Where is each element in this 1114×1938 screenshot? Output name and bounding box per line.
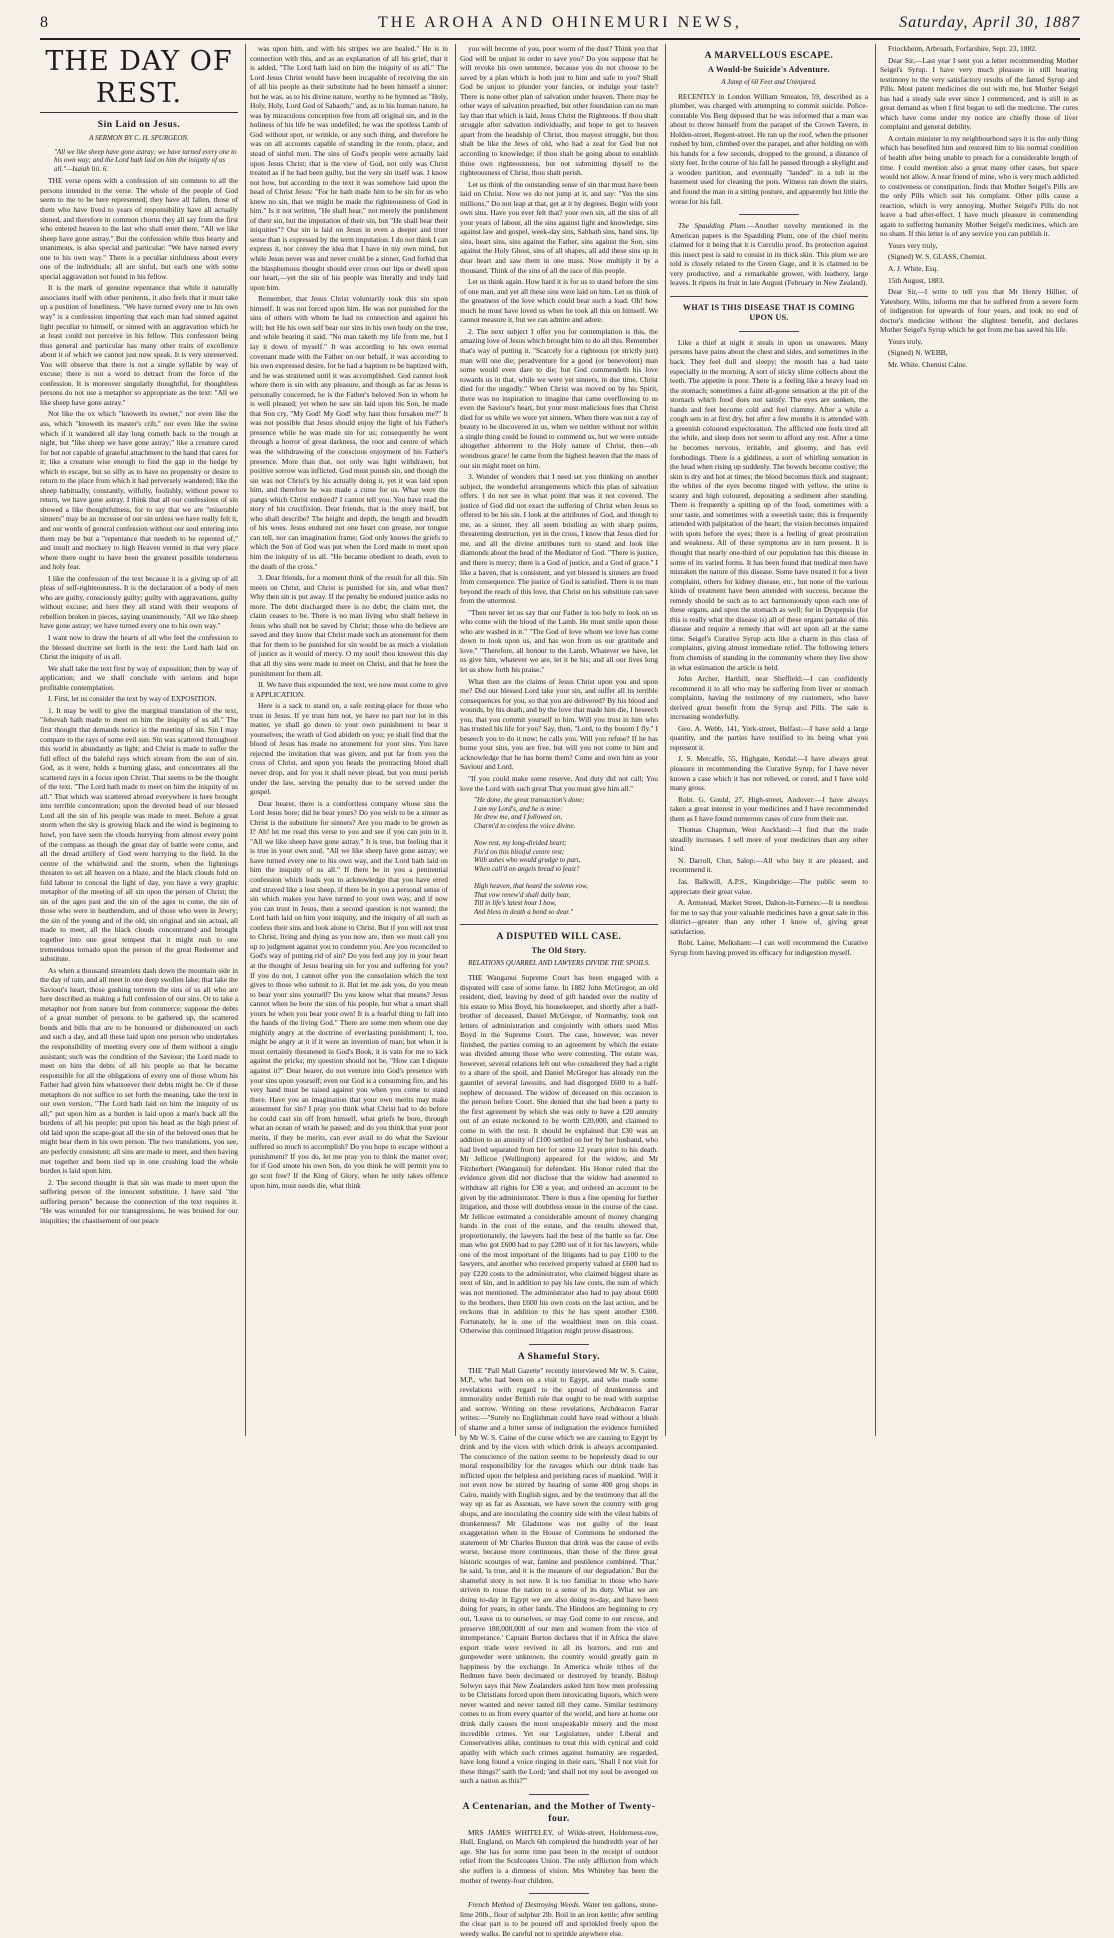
article-body <box>670 338 868 957</box>
article-subheading: A Jump of 60 Feet and Uninjured. <box>721 78 817 86</box>
paragraph: Robt. G. Gould, 27, High-street, Andover:—I have always taken a great interest in your medicines and I have recommended them as I have found numerous cases of cure from their use. <box>670 794 868 823</box>
paragraph: N. Darroll, Clun, Salop:—All who buy it are pleased, and recommend it. <box>670 855 868 875</box>
article-text: Another novelty mentioned in the American papers is the Spaulding Plum, one of the chief merits claimed for it being that it is Curculio proof. Its protection against this insect pest is said to consist in its thick skin. This plum we are told is closely related to the Green Gage, and it is claimed to be very productive, and a remarkable grower, with leathery, large leaves. It ripens its fruit in late August (February in New Zealand). <box>670 221 868 288</box>
paragraph: Thomas Chapman, West Auckland:—I find that the trade steadily increases. I sell more of your medicines than any other kind. <box>670 825 868 854</box>
article-title: A MARVELLOUS ESCAPE. <box>704 51 834 61</box>
paragraph: THE "Pall Mall Gazette" recently interviewed Mr W. S. Caine, M.P., who had been on a visit to Egypt, and who made some revelations with regard to the spread of drunkenness and immorality under British rule that ought to be read with surprise and sorrow. Writing on these revelations, Archdeacon Farrar writes:—"Surely no Englishman could have read without a blush of shame and a bitter sense of indignation the evidence furnished by Mr W. S. Caine of the curse which we are causing to Egypt by drink and by the vices with which drink is always accompanied. The conscience of the nation seems to be hopelessly dead to our moral responsibility for the ravages which our drink trade has inflicted upon the helpless and perishing races of mankind. 'Will it not even now be stirred by hearing of some 400 grog shops in Cairo, mainly with English signs, and by the testimony that all the way up as far as Assouan, we have sown the country with grog shops, and are inoculating the country side with the vilest habits of drunkenness? Mr Gladstone was not guilty of the least exaggeration when in the House of Commons he endorsed the statement of Mr Charles Buxton that drink was the cause of evils worse, because more continuous, than those of the three great historic scourges of war, famine and pestilence combined. 'That,' he said, 'is true, and it is the measure of our degradation.' But the shameful story is not new. It is too familiar to those who have striven to rouse the nation to a sense of its duty. What we are doing to-day in Egypt we are also doing to-day, and have been doing for years, in other lands. The Hindoos are beginning to cry out, 'Leave us to ourselves, or may God come to our rescue, and preserve 180,000,000 of our men and women from the vice of intemperance.' Captain Burton declares that if in Africa the slave export trade were revived in all its horrors, and run and gunpowder were unknown, the country would greatly gain in happiness by the exchange. In America whole tribes of the Redmen have been decimated or destroyed by brandy. Bishop Selwyn says that New Zealanders asked him how men professing to be Christians forced upon them intoxicating liquors, which were never wanted and never tasted till they came. Similar testimony comes to us from every quarter of the world, and here at home our drink daily causes the most unspeakable misery and the most incredible crimes. Yet our Legislature, under Liberal and Conservatives alike, continues to treat this with cynical and cold apathy with which such crimes against humanity are regarded, have long found a voice ringing in their ears, 'Shall I not visit for these things?' saith the Lord; 'and shall not my soul be avenged on such a nation as this?'" <box>460 1365 658 1786</box>
article-text: Water ten gallons, stone-lime 20lb., flour of sulphur 2lb. Boil in an iron kettle; after settling the clear part is to be poured off and sprinkled freely upon the weedy walks. Be careful not to sprinkle anywhere else. <box>460 1900 659 1938</box>
paragraph: Dear hearer, there is a comfortless company whose sins the Lord Jesus bore; did he bear yours? Do you wish to be a sinner as Christ is the substitute for sinners? Are you made to be grown as I? Ah! let me read this verse to you and see if you can join in it. "All we like sheep have gone astray." It is true, but feeling that it is true in your own soul. "All we like sheep have gone astray; we have turned every one to his own way, and the Lord hath laid on him the iniquity of us all." If there be in you a penitential confession which leads you to acknowledge that you have erred and strayed like a lost sheep, if there be in you a personal sense of sin which makes you have turned to your own way, and if now you can trust in Jesus, then a second question is not wanted; the Lord hath laid on him your iniquity, and the iniquity of all such as confess their sins and look alone to Christ. But if you will not trust to Christ, living and dying as you now are, then we must call you up to judgment against you to condemn you. Are you reconciled to God's way of putting rid of sin? Do you feel any joy in your heart at the thought of Jesus bearing sin for you and suffering for you? If you do not, I cannot offer you the consolation which the text gives to those who submit to it. But let me ask you, do you mean to bear your sins yourself? Do you know what that means? Jesus cannot when he bore the sins of his people, but what a smart shall yours be when you bear your own! It is a fearful thing to fall into the hands of the living God." There are some men whom one day mightily angry at the doctrine of everlasting punishment; I, too, might be angry at it if it were an invention of man; but when it is most certainly threatened in God's Book, it is vain for me to kick against the pricks; my question should not be, "How can I dispute against it?" Dear hearer, do not venture into God's presence with your sins upon yourself; even our God is a consuming fire, and his very hand must be raised against you when you come to stand there. Have you an imagination that your own merits may make atonement for sin? I pray you think what Christ had to do before he could cast sin off from himself, what griefs he bore, through what an ocean of wrath he passed; and do you think that your poor merits, if they be merits, can ever avail to do what the Saviour suffered so much to accomplish? Do you hope to escape without a punishment? If you do, let me pray you to think the matter over; for if God smote his own Son, do you think he will permit you to go scot free? If the King of Glory, when he only takes offence upon him, must needs die, what think <box>250 798 448 1190</box>
article-subheading: RELATIONS QUARREL AND LAWYERS DIVIDE THE SPOILS. <box>468 959 650 968</box>
paragraph: Like a thief at night it steals in upon us unawares. Many persons have pains about the chest and sides, and sometimes in the back. They feel dull and sleepy; the mouth has a bad taste especially in the morning. A sort of sticky slime collects about the teeth. The appetite is poor. There is a feeling like a heavy load on the stomach; sometimes a faint all-gone sensation at the pit of the stomach which food does not satisfy. The eyes are sunken, the hands and feet become cold and feel clammy. After a while a cough sets in at first dry, but after a few months it is attended with a greenish coloured expectoration. The afflicted one feels tired all the while, and sleep does not seem to afford any rest. After a time he becomes nervous, irritable, and gloomy, and has evil forebodings. There is a giddiness, a sort of whirling sensation in the head when rising up suddenly. The bowels become costive; the skin is dry and hot at times; the blood becomes thick and stagnant; the whites of the eyes become tinged with yellow, the urine is scanty and high coloured, depositing a sediment after standing. There is frequently a spitting up of the food, sometimes with a sour taste, and sometimes with a sweetish taste; this is frequently attended with palpitation of the heart; the vision becomes impaired with spots before the eyes; there is a feeling of great prostration and weakness. All of these symptoms are in turn present. It is thought that nearly one-third of our population has this disease in some of its varied forms. It has been found that medical men have mistaken the nature of this disease. Some have treated it for a liver complaint, others for kidney disease, etc., but none of the various kinds of treatment have been attended with success, because the remedy should be such as to act harmoniously upon each one of these organs, and upon the stomach as well; for in Dyspepsia (for this is really what the disease is) all of these organs partake of this disease and require a remedy that will act upon all at the same time. Seigel's Curative Syrup acts like a charm in this class of complaints, giving almost immediate relief. The following letters from chemists of standing in the community where they live show in what estimation the article is held. <box>670 337 868 672</box>
article-divider <box>460 924 658 925</box>
article-paragraph <box>460 1900 658 1938</box>
article-body-continued <box>880 44 1078 370</box>
paragraph: "If you could make some reserve, And duty did not call; You love the Lord with such great That you must give him all." <box>460 774 658 793</box>
article-body <box>670 92 868 207</box>
paragraph: I want now to draw the hearts of all who feel the confession to the blessed doctrine set forth in the text: the Lord hath laid on Christ the iniquity of us all. <box>40 633 238 662</box>
issue-date: Saturday, April 30, 1887 <box>899 14 1080 31</box>
column-2 <box>250 44 448 1436</box>
paragraph: I like the confession of the text because it is a giving up of all pleas of self-righteousness. It is the declaration of a body of men who are guilty, consciously guilty; guilty with aggravations, guilty without excuse; and here they all stand with their weapons of rebellion broken in pieces, saying unanimously, "All we like sheep have gone astray; we have turned every one to his own way." <box>40 573 238 631</box>
hymn-verse: "He done, the great transaction's done; I am my Lord's, and he is mine: He drew me, and I followed on, Charm'd to confess the voice divine. Now rest, my long-divided heart; Fix'd on this blissful centre rest; With ashes who would grudge to part, When call'd on angels bread to feast? High heaven, that heard the solemn vow, That vow renew'd shall daily hear, Till in life's latest hour I bow, And bless in death a bond so dear." <box>474 796 588 916</box>
paragraph: Yours very truly, <box>888 240 938 250</box>
article-title: A DISPUTED WILL CASE. <box>496 932 622 943</box>
article-divider <box>529 1893 589 1894</box>
paragraph: A certain minister in my neighbourhood says it is the only thing which has benefited him and restored him to his normal condition of health after being unable to preach for a considerable length of time. I could mention also a great many other cases, but space would not allow. A near friend of mine, who is very much addicted to costiveness or constipation, finds that Mother Seigel's Pills are the only Pills which suit his complaint. Other pills cause a reaction, which is very annoying. Mother Seigel's Pills do not leave a bad after-effect. I have much pleasure in commending again to suffering humanity Mother Seigel's medicines, which are no sham. If this letter is of any service you can publish it. <box>880 133 1078 239</box>
paragraph: Dear Sir,—Last year I sent you a letter recommending Mother Seigel's Syrup. I have very much pleasure in still bearing testimony to the very satisfactory results of the famed Syrup and Pills. Most patent medicines die out with me, but Mother Seigel has had a steady sale ever since I commenced, and is still in as great demand as when I first began to sell the medicine. The cures which have come under my notice are chiefly those of liver complaint and general debility. <box>880 55 1078 132</box>
paragraph: I. First, let us consider the text by way of EXPOSITION. <box>48 694 217 704</box>
article-subtitle: The Old Story. <box>531 946 587 956</box>
sermon-body-continued <box>250 44 448 1190</box>
article-body <box>460 1366 658 1786</box>
paragraph: Mr. White. Chemist Calne. <box>888 359 968 369</box>
masthead <box>40 12 1080 34</box>
paragraph: We shall take the text first by way of exposition; then by way of application; and we shall conclude with serious and hope profitable contemplation. <box>40 663 238 692</box>
paragraph: Let us think of the outstanding sense of sin that must have been laid on Christ. Now we do not jump at it, and say: "Yes the sins millions," Do not leap at that, get at it by degrees. Begin with your own sins. Have you ever felt that? your own sin, all the sins of all your years of labour, all the sins against light and knowledge, sins against law and gospel, week-day sins, Sabbath sins, hand sins, lip sins, heart sins, sins against the Father, sins against the Son, sins against the Holy Ghost, sins of all shapes, all add these sins up in dear heart and saw them in one mass. Now multiply it by a thousand. Think of the sins of all the race of this people. <box>460 179 658 275</box>
article-subtitle: A Would-be Suicide's Adventure. <box>708 65 830 74</box>
article-title: French Method of Destroying Weeds. <box>468 1900 581 1910</box>
paragraph: 3. Wonder of wonders that I need set you thinking on another subject, the wonderful arrangements which this plan of salvation offers. I do not see in what point that was it not covered. The justice of God did not exact the suffering of Christ when Jesus so offered to be his sin. I look at the attributes of God, and though to me, as a sinner, they all seem bristling as with sharp points, threatening destruction, yet in the cross, I know that Jesus died for me, and all the divine attributes turn to stand and look like diamonds about the head of the Mediator of God. "There is justice, and there is mercy; there is a God of justice, and a God of grace." I like a haven, that is consistent, and yet blessed is sinners are freed from consequence. The justice of God is satisfied. There is no man beyond the reach of this love, that Christ on his substitute can save from the uttermost. <box>460 472 658 606</box>
column-3 <box>460 44 659 1938</box>
paragraph: It is the mark of genuine repentance that while it naturally associates itself with other penitents, it also feels that it must take up a position of loneliness. "We have turned every one to his own way" is a confession importing that each man had sinned against light peculiar to himself, or sinned with an aggravation which he at least could not perceive in his fellow. This confession being thus general and particular has many other traits of excellence about it of which we cannot just now speak. It is very unreserved. You will observe that there is not a single syllable by way of excuse; there is not a word to detract from the force of the confession. It is moreover singularly thoughtful, for thoughtless persons do not use a metaphor so appropriate as the text: "All we like sheep have gone astray." <box>40 283 238 407</box>
article-divider <box>529 1794 589 1795</box>
masthead-rule <box>40 38 1080 40</box>
column-rule <box>665 44 666 1436</box>
column-rule <box>455 44 456 1436</box>
paragraph: A. Armstead, Market Street, Dalton-in-Furness:—It is needless for me to say that your valuable medicines have a great sale in this district—greater than any other I know of, giving great satisfaction. <box>670 898 868 936</box>
article-body <box>460 1828 658 1885</box>
column-4 <box>670 44 868 1436</box>
sermon-body-continued <box>460 44 658 793</box>
paragraph: THE verse opens with a confession of sin common to all the persons intended in the verse. The whole of the people of God seem to me to be here represented; they have all fallen, those of them who have lived to years of responsibility have all actually sinned, and therefore in common chorus they all say from the first who entered heaven to the last who shall enter there, "All we like sheep have gone astray." But the confession while thus hearty and unanimous, is also special and particular: "We have turned every one to his own way." There is a peculiar sinfulness about every one of the individuals; all are sinful, but each one with some special aggravation not found in his fellow. <box>40 176 238 281</box>
paragraph: Yours truly, <box>888 336 923 346</box>
column-5 <box>880 44 1078 1436</box>
paragraph: 2. The next subject I offer you for contemplation is this, the amazing love of Jesus which brought him to do all this. Remember that's way of putting it. "Scarcely for a righteous (or strictly just) man will one die; peradventure for a good (or benevolent) man some would even dare to die; but God commendeth his love towards us in that, while we were yet sinners, in due time, Christ died for the ungodly." When Christ was moved on by his Spirit, there was no inspiration to imagine that came overflowing to us even the Saviour's heart, but your most malicious foes that Christ died for us while we were yet sinners. When there was not a ray of beauty to be discovered in us, when we neither without nor within a single thing could be found to commend us, but we were outside altogether abhorrent to the Holy nature of Christ, then—oh wondrous grace! he came from the highest heaven that the mass of our sin might meet on him. <box>460 326 658 470</box>
paragraph: 1. It may be well to give the marginal translation of the text, "Jehovah hath made to meet on him the iniquity of us all." The first thought that demands notice is the meeting of sin. Sin I may compare to the rays of some evil sun. Sin was scattered throughout this world in abundantly as light; and Christ is made to suffer the full effect of the baleful rays which stream from the sun of sin. God, as it were, holds a burning glass, and concentrates all the scattered rays in a focus upon Christ. That seems to be the thought of the text. "The Lord hath made to meet on him the iniquity of us all." That which was scattered abroad everywhere is here brought into terrible concentration; upon the devoted head of our blessed Lord all the sin of his people was made to meet. Before a great storm when the sky is growing black and the wind is beginning to howl, you have seen the clouds hurrying from almost every point of the compass as though the great day of battle were come, and all the dread artillery of God were hurrying to the field. In the centre of the whirlwind and the storm, when the lightnings threaten to set all heaven on a blaze, and the black clouds fold on fold labour to conceal the light of day, you have a very graphic metaphor of the meeting of all sin upon the person of Christ; the sin of the ages past and the sin of the ages to come, the sin of those who were in heathendom, and of those who were in Jewry; the sin of the young and of the old, sin original and sin actual, all made to meet, all the black clouds concentrated and brought together into one great tempest that it might rush to one tremendous tornado upon the person of the great Redeemer and substitute. <box>40 705 238 964</box>
paragraph: Geo. A. Webb, 141, York-street, Belfast:—I have sold a large quantity, and the parties have testified to its being what you represent it. <box>670 723 868 752</box>
paragraph: was upon him, and with his stripes we are healed." He is in connection with this, and as an explanation of all his grief, that it is added, "The Lord hath laid on him the iniquity of us all." The Lord Jesus Christ would have been incapable of receiving the sin of all his people as their substitute had he been himself a sinner: but he was, as to his divine nature, worthy to be hymned as "Holy, Holy, Holy, Lord God of Sabaoth;" and, as to his human nature, he was by miraculous conception free from all original sin, and in the holiness of his life he was undefiled; he was the spotless Lamb of God without spot, or wrinkle, or any such thing, and therefore he was on all accounts capable of standing in the room, place, and stead of sinful men. The sins of God's people were actually laid upon Jesus Christ; that is the view of God, not only was Christ treated as if he had been guilty, but the very sin itself was. I know not how, but according to the text it was somehow laid upon the head of Christ Jesus: "For he hath made him to be sin for us who knew no sin, that we might be made the righteousness of God in him." Is it not written, "He shall bear," not merely the punishment of their sin, but the imputation of their sin, but "He shall bear their iniquities"? Our sin is laid on Jesus in even a deeper and truer sense than is expressed by the term imputation. I do not think I can express it, nor convey the idea that I have in my own mind, but while Jesus never was and never could be a sinner, God forbid that the blasphemous thought should ever cross our lips or dwell upon our heart,—yet the sin of his people was literally and truly laid upon him. <box>250 44 448 292</box>
article-divider <box>739 331 799 332</box>
sermon-title: Sin Laid on Jesus. <box>97 120 181 130</box>
article-paragraph: The Spaulding Plum.—Another novelty mentioned in the American papers is the Spaulding Plum, one of the chief merits claimed for it being that it is Curculio proof. Its protection against this insect pest is said to consist in its thick skin. This plum we are told is closely related to the Green Gage, and it is claimed to be very productive, and a remarkable grower, with leathery, large leaves. It ripens its fruit in late August (February in New Zealand). <box>670 221 868 288</box>
paragraph: What then are the claims of Jesus Christ upon you and upon me? Did our blessed Lord take your sin, and suffer all its terrible consequences for you, so that you are delivered? By his blood and wounds, by his death, and by the love that made him die, I beseech you, that you commit yourself to him. Will you trust in him who has trusted his life for you? Say, then, "Lord, to thy bosom I fly." I beseech you to do it now; he calls you. Will you refuse? If he has borne your sins, you are free, but will you not come to him and acknowledge that he has borne them? Come and own him as your Saviour and Lord. <box>460 676 658 772</box>
column-rule <box>875 44 876 1436</box>
paragraph: J. S. Metcalfe, 55, Highgate, Kendal:—I have always great pleasure in recommending the Curative Syrup, for I have never known a case which it has not relieved, or cured, and I have sold many gross. <box>670 754 868 793</box>
paragraph: Jas. Balkwill, A.P.S., Kingsbridge:—The public seem to appreciate their great value. <box>670 877 868 896</box>
paragraph: Dear Sir,—I write to tell you that Mr Henry Hillier, of Yatesbury, Wilts, informs me that he suffered from a severe form of indigestion for upwards of four years, and took no end of doctor's medicine without the slightest benefit, and declares Mother Seigel's Syrup which he got from me has saved his life. <box>880 287 1078 335</box>
article-title: The Spaulding Plum. <box>678 221 748 231</box>
sermon-body <box>40 176 238 1225</box>
paragraph: 15th August, 1883. <box>888 275 945 285</box>
paragraph: you will become of you, poor worm of the dust? Think you that God will be unjust in order to save you? Do you suppose that he will revoke his own sentence, because you do not choose to be saved by a plan which is both just to him and safe to you? Shall God be unjust to plunder your fancies, or indulge your taste? There is none other plan of salvation under heaven. There may be other ways of salvation preached, but other foundation can no man lay than that which is laid, Jesus Christ the Righteous. If thou shalt struggle after salvation individually, and hope to get to heaven apart from the headship of Christ, thou mayest struggle, but thou shalt be like the Jews of old, who had a zeal for God but not according to knowledge; if thou shalt be going about to establish thine own righteousness, but not submitting thyself to the righteousness of Christ, thou shalt perish. <box>460 44 658 178</box>
paragraph: 3. Dear friends, for a moment think of the result for all this. Sin meets on Christ, and Christ is punished for sin, and what then? Why then sin is put away. If the penalty be endured justice asks no more. The debt discharged there is no debt; the claim met, the claim ceases to be. There is no man living who shall believe in Jesus who shall not be saved by Christ; those who do believe are saved and they know that Christ made such an atonement for them that for them to be punished for sin would be as much a violation of justice as it would of mercy. O my soul! thou knowest this day that all thy sins were made to meet on Christ, and that he bore the punishment for them all. <box>250 573 448 678</box>
section-title: THE DAY OF REST. <box>40 46 238 113</box>
column-1 <box>40 44 238 1436</box>
article-divider <box>529 1344 589 1345</box>
paragraph: 2. The second thought is that sin was made to meet upon the suffering person of the innocent substitute. I have said "the suffering person" because the connection of the text requires it. "He was wounded for our transgressions, he was bruised for our iniquities; the chastisement of our peace <box>40 1177 238 1225</box>
paragraph: "Then never let us say that our Father is too holy to look on us who come with the blood of the Lamb. He must smile upon those who are washed in it." "The God of love whom we love has come down to look upon us, and has won from us our gratitude and love." "Therefore, all honour to the Lamb. Whatever we have, let us give him, whatever we are, let it be his; and all our lives long let us show forth his praise." <box>460 607 658 674</box>
paragraph: As when a thousand streamlets dash down the mountain side in the day of rain, and all meet in one deep swollen lake; that lake the Saviour's heart, those gushing torrents the sins of us all who are here described as making a full confession of our sins. Or to take a metaphor not from nature but from commerce; suppose the debts of a great number of persons to be gathered up, the scattered bonds and bills that are to be honoured or dishonoured on such and such a day, and all these laid upon one person who undertakes the responsibility of meeting every one of them without a single assistant; such was the condition of the Saviour; the Lord made to meet on him the debts of all his people so that he became responsible for all the obligations of every one of those whom his Father had given him whatsoever their debts might be. Or if these metaphors do not suffice to set forth the meaning, take the text in our own version, "The Lord hath laid on him the iniquity of us all;" put upon him as a burden is laid upon a man's back all the burdens of all his people; put upon his head as the high priest of old laid upon the scape-goat all the sin of the beloved ones that he might bear them in his own person. The two translations, you see, are perfectly consistent; all sins are made to meet, and then having met together and been tied up in one crushing load the whole burden is laid upon him. <box>40 965 238 1176</box>
article-divider <box>670 296 868 297</box>
paragraph: Not like the ox which "knoweth its owner," nor even like the ass, which "knoweth its master's crib," nor even like the swine which if it wandered all day long cometh back to the trough at night, but "like sheep we have gone astray;" like a creature cared for but not capable of grateful attachment to the hand that cares for it; like a creature wise enough to find the gap in the hedge by which to escape, but so silly as to have no propensity or desire to return to the place from which it had perversely wandered; like the sheep habitually, constantly, wilfully, foolishly, without power to return, we have gone astray. I think that all our confessions of sin showed a like thoughtfulness, for to say that we are "miserable sinners" may be an increase of our sin unless we have really felt it, and our words of general confession without our soul entering into them may be but a "repentance that needeth to be repented of," and insult and mockery to high Heaven vented in that very place where there ought to have been the greatest possible tenderness and holy fear. <box>40 409 238 572</box>
article-title: WHAT IS THIS DISEASE THAT IS COMING UPON US. <box>683 302 855 322</box>
paragraph: THE Wanganui Supreme Court has been engaged with a disputed will case of some fame. In 1882 John McGregor, an old resident, died, leaving by deed of gift handed over the reality of his estate to Miss Boyd, his housekeeper, and shortly after a half-brother of deceased, Daniel McGregor, of Normanby, took out letters of administration and conjointly with others sued Miss Boyd in the Supreme Court. The case, however, was never finished, the parties coming to an agreement by which the estate was divided among those who were contesting. The estate was, however, several relations left out who considered they had a right to a share of the spoil, and Daniel McGregor has already run the gauntlet of several lawsuits, and had disgorged £600 to a half-nephew of deceased. The widow of deceased on this occasion is the person before Court. She denied that she had been a party to the first agreement by which she was only to have a £20 annuity out of an estate reckoned to be worth £20,000, and claimed to come in with the rest. It should be explained that £30 was an addition to an annuity of £100 settled on her by her husband, who had lived separated from her for some 12 years prior to his death. Mr Jellicoe (Wellington) appeared for the widow, and Mr Fitzherbert (Wanganui) for defendant. His Honor ruled that the evidence given did not disclose that the widow had assented to withdraw all rights for £30 a year, and ordered an account to be given by the administrator. There is thus a fine opening for further litigation, and those will doubtless ensue in the course of the case. Mr Jellicoe estimated a considerable amount of money changing hands in the cost of the estate, and the results showed that, proportionately, the lawyers had the best of the battle so far. One man who got £600 had to pay £280 out of it for his lawyers, while one of the most important of the litigants had to pay £100 to the lawyers, and another who received property valued at £600 had to pay £220 costs to the administrator, who claimed biggest share as next of kin, and in addition to pay his law costs, the sum of which was not mentioned. The administrator also had to pay about £600 to the brothers, then £600 his own costs on the last action, and he reckons that in addition to this he has spent another £300. Fortunately, he is one of the wealthiest men on this coast. Otherwise this continued litigation might prove disastrous. <box>460 972 658 1336</box>
paragraph: (Signed) W. S. GLASS, Chemist. <box>888 252 987 262</box>
paragraph: Here is a sack to stand on, a safe resting-place for those who trust in Jesus. If ye trust him not, ye have no part nor lot in this matter, ye shall go down to your own punishment to bear it yourselves; the wrath of God abideth on you; ye shall find that the blood of Jesus has made no atonement for your sins. You have rejected the invitation that was given, and put far from you the cross of Christ, and upon you heads the protracting blood shall never drop, and for you it shall never plead, but you must perish under the law, serving the penalty due to be served under the gospel. <box>250 701 448 797</box>
paragraph: MRS JAMES WHITELEY, of Wilde-street, Holderness-row, Hull, England, on March 6th completed the hundredth year of her age. She has for some time past been in the receipt of outdoor relief from the Sculcoates Union. The only affliction from which she suffers is a dimness of vision. Mrs Whiteley has been the mother of twenty-four children. <box>460 1827 658 1885</box>
paragraph: Let us think again. How hard it is for us to stand before the sins of one man, and yet all these sins were laid on him. Let us think of the greatness of the love which could bear such a load. Oh! how much he must have loved us when he took all this on himself. We cannot measure it, but we can admire and adore. <box>460 277 658 325</box>
paragraph: Remember, that Jesus Christ voluntarily took this sin upon himself. It was not forced upon him. He was not punished for the sins of others with whom he had no connection and against his will; but He his own self bear our sins in his own body on the tree, and while bearing it said, "No man taketh my life from me, but I lay it down of myself." It was according to his own eternal covenant made with the Father on our behalf, it was according to his own expressed desire, for he had a baptism to be baptized with, and he was straitened until it was accomplished. God cannot look where there is sin with any pleasure, and though as far as Jesus is personally concerned, he is the Father's beloved Son in whom he is well pleased; yet when he saw sin laid upon his Son, he made that Son cry, "My God! My God! why hast thou forsaken me?" It was not possible that Jesus should enjoy the light of his Father's presence while he was made sin for us; consequently he went through a horror of great darkness, the root and centre of which was the withdrawing of the conscious enjoyment of his Father's presence. More than that, not only was light withdrawn, but positive sorrow was inflicted. God must punish sin, and though the sin was not Christ's by his actually doing it, yet it was laid upon him, and therefore he was made a curse for us. What were the pangs which Christ endured? I cannot tell you. You have read the story of his crucifixion. Dear friends, that is the story itself, but who shall describe? The height and depth, the length and breadth of his woes. Jesus endured not one heart con grease, nor tongue can tell, nor can imagination frame; God only knows the griefs to which the Son of God was put when the Lord made to meet upon him the iniquity of us all. "He became obedient to death, even to the death of the cross." <box>250 294 448 571</box>
paragraph: (Signed) N. WEBB, <box>888 348 948 358</box>
paragraph: RECENTLY in London William Smeaton, 59, described as a plumber, was charged with attempting to commit suicide. Police-constable Vos Berg deposed that he was informed that a man was about to throw himself from the parapet of the Crown Tavern, in Holden-street, Regent-street. He ran up the roof, when the prisoner rushed by him, climbed over the parapet, and after holding on with his hands for a few seconds, dropped to the ground, a distance of sixty feet. In the course of his fall he passed through a skylight and a wooden partition, and eventually "landed" in a tub in the basement used for cleaning the pots. Witness ran down the stairs, and found the man in a sitting posture, and apparently but little the worse for his fall. <box>670 91 868 206</box>
sermon-epigraph: "All we like sheep have gone astray; we have turned every one to his own way; and the Lord hath laid on him the iniquity of us all."—Isaiah liii. 6. <box>54 147 237 173</box>
sermon-byline: A SERMON BY C. H. SPURGEON. <box>89 134 189 142</box>
paper-name: THE AROHA AND OHINEMURI NEWS, <box>378 14 742 31</box>
paragraph: John Archer, Harthill, near Sheffield:—I can confidently recommend it to all who may be suffering from liver or stomach complaints, having the testimony of my customers, who have derived great benefit from the Syrup and Pills. The sale is increasing wonderfully. <box>670 674 868 722</box>
article-body <box>460 973 658 1336</box>
article-title: A Centenarian, and the Mother of Twenty-four. <box>462 1801 656 1824</box>
article-divider <box>739 214 799 215</box>
paragraph: A. J. White, Esq. <box>888 264 939 274</box>
paragraph: Robt. Laine, Melksham:—I can well recommend the Curative Syrup from having proved its efficacy for indigestion myself. <box>670 938 868 957</box>
paragraph: Friockheim, Arbroath, Forfarshire, Sept. 23, 1882. <box>888 44 1037 53</box>
column-rule <box>245 44 246 1436</box>
page-number: 8 <box>40 14 49 31</box>
paragraph: II. We have thus expounded the text, we now must come to give it APPLICATION. <box>250 680 448 699</box>
article-title: A Shameful Story. <box>517 1351 601 1362</box>
